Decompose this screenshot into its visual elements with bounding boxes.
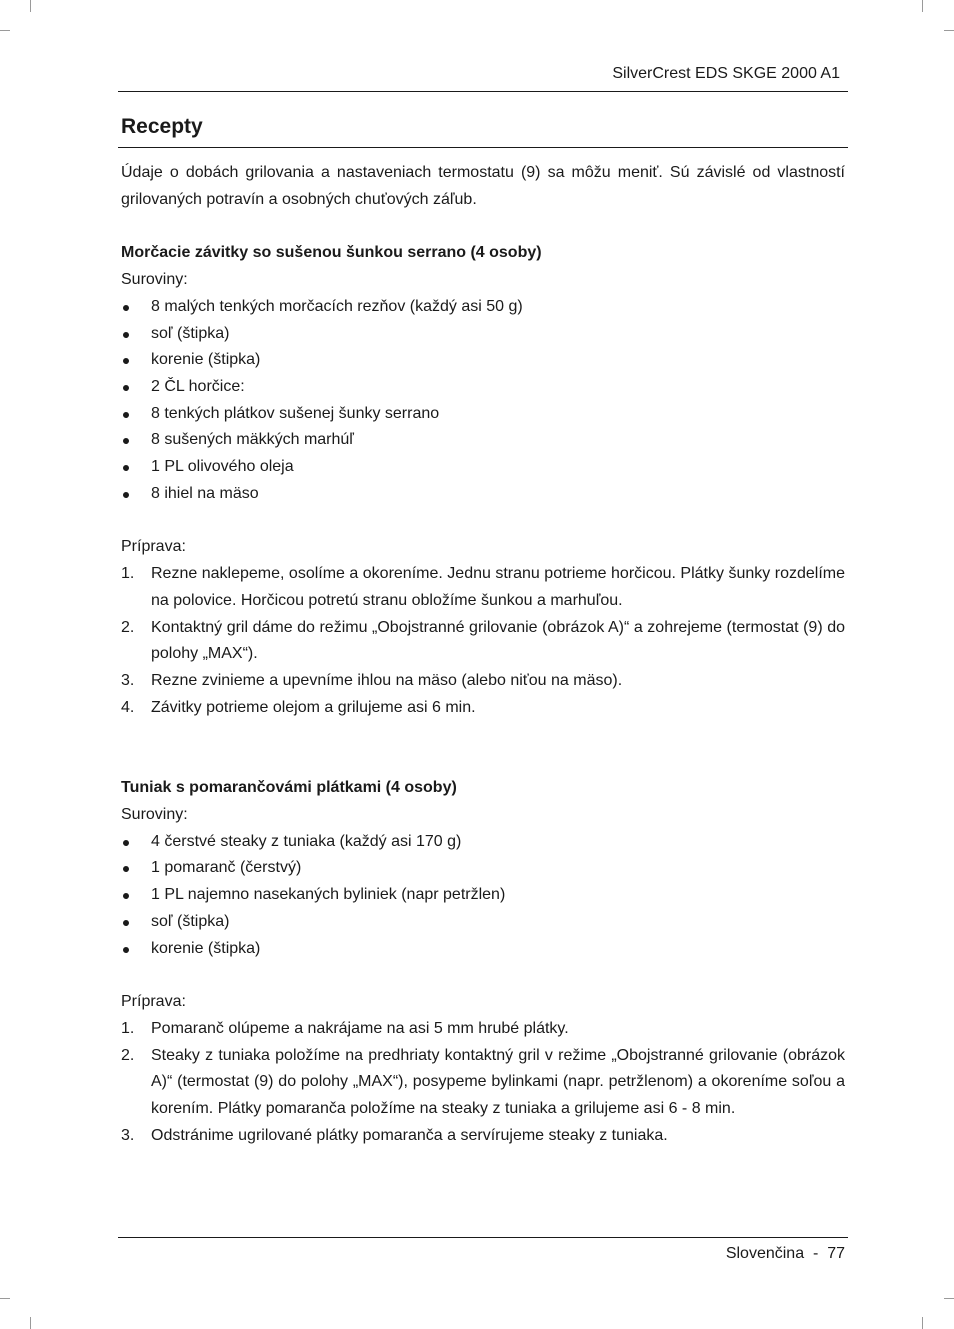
- ingredients-list: [121, 829, 845, 963]
- footer-rule: [118, 1237, 848, 1238]
- crop-mark-bottom-left-h: [0, 1298, 10, 1299]
- list-item: 8 malých tenkých morčacích rezňov (každý asi 50 g): [151, 297, 523, 315]
- crop-mark-top-right-h: [944, 30, 954, 31]
- page-content: [121, 160, 845, 1150]
- step-item: 3. Odstránime ugrilované plátky pomaranča a servírujeme steaky z tuniaka.: [121, 1126, 668, 1144]
- crop-mark-top-left: [30, 0, 31, 12]
- list-item: 8 sušených mäkkých marhúľ: [151, 431, 354, 449]
- crop-mark-bottom-right: [922, 1317, 923, 1329]
- crop-mark-top-right: [922, 0, 923, 12]
- step-item: 2. Steaky z tuniaka položíme na predhriaty kontaktný gril v režime „Obojstranné grilovanie (obrázok A)“ (termostat (9) do polohy „MAX“), posypeme bylinkami (napr. petržlenom) a okoreníme soľou a korením. Plátky pomaranča položíme na steaky z tuniaka a grilujeme asi 6 - 8 min.: [121, 1046, 845, 1118]
- step-item: 4. Závitky potrieme olejom a grilujeme asi 6 min.: [121, 698, 476, 716]
- list-item: korenie (štipka): [151, 939, 261, 957]
- title-rule: [118, 147, 848, 148]
- list-item: soľ (štipka): [151, 912, 230, 930]
- step-item: 2. Kontaktný gril dáme do režimu „Obojstranné grilovanie (obrázok A)“ a zohrejeme (termostat (9) do polohy „MAX“).: [121, 618, 845, 663]
- list-item: soľ (štipka): [151, 324, 230, 342]
- step-item: 3. Rezne zvinieme a upevníme ihlou na mäso (alebo niťou na mäso).: [121, 671, 623, 689]
- recipe-1: [121, 240, 845, 721]
- crop-mark-bottom-left: [30, 1317, 31, 1329]
- recipe-title: Morčacie závitky so sušenou šunkou serrano (4 osoby): [121, 244, 542, 262]
- list-item: 1 PL olivového oleja: [151, 458, 294, 476]
- list-item: 4 čerstvé steaky z tuniaka (každý asi 170 g): [151, 832, 462, 850]
- page-title: Recepty: [121, 115, 203, 138]
- preparation-steps: [121, 1016, 845, 1150]
- preparation-label: Príprava:: [121, 993, 186, 1011]
- list-item: 2 ČL horčice:: [151, 377, 245, 395]
- preparation-steps: [121, 561, 845, 721]
- ingredients-label: Suroviny:: [121, 271, 188, 289]
- footer-page-label: Slovenčina - 77: [725, 1245, 845, 1262]
- recipe-title: Tuniak s pomarančovámi plátkami (4 osoby): [121, 779, 457, 797]
- crop-mark-bottom-right-h: [944, 1298, 954, 1299]
- step-item: 1. Rezne naklepeme, osolíme a okoreníme. Jednu stranu potrieme horčicou. Plátky šunky rozdelíme na polovice. Horčicou potretú stranu obložíme šunkou a marhuľou.: [121, 565, 845, 609]
- list-item: 8 ihiel na mäso: [151, 484, 259, 502]
- list-item: 8 tenkých plátkov sušenej šunky serrano: [151, 404, 440, 422]
- crop-mark-top-left-h: [0, 30, 10, 31]
- header-rule: [118, 91, 848, 92]
- list-item: korenie (štipka): [151, 351, 261, 369]
- ingredients-label: Suroviny:: [121, 806, 188, 824]
- recipe-2: [121, 775, 845, 1149]
- ingredients-list: [121, 294, 845, 508]
- step-item: 1. Pomaranč olúpeme a nakrájame na asi 5 mm hrubé plátky.: [121, 1019, 569, 1037]
- header-product-name: SilverCrest EDS SKGE 2000 A1: [612, 65, 840, 82]
- list-item: 1 PL najemno nasekaných byliniek (napr petržlen): [151, 886, 506, 904]
- intro-paragraph: Údaje o dobách grilovania a nastaveniach termostatu (9) sa môžu meniť. Sú závislé od vlastností grilovaných potravín a osobných chuťových záľub.: [121, 164, 845, 208]
- preparation-label: Príprava:: [121, 538, 186, 556]
- list-item: 1 pomaranč (čerstvý): [151, 859, 302, 877]
